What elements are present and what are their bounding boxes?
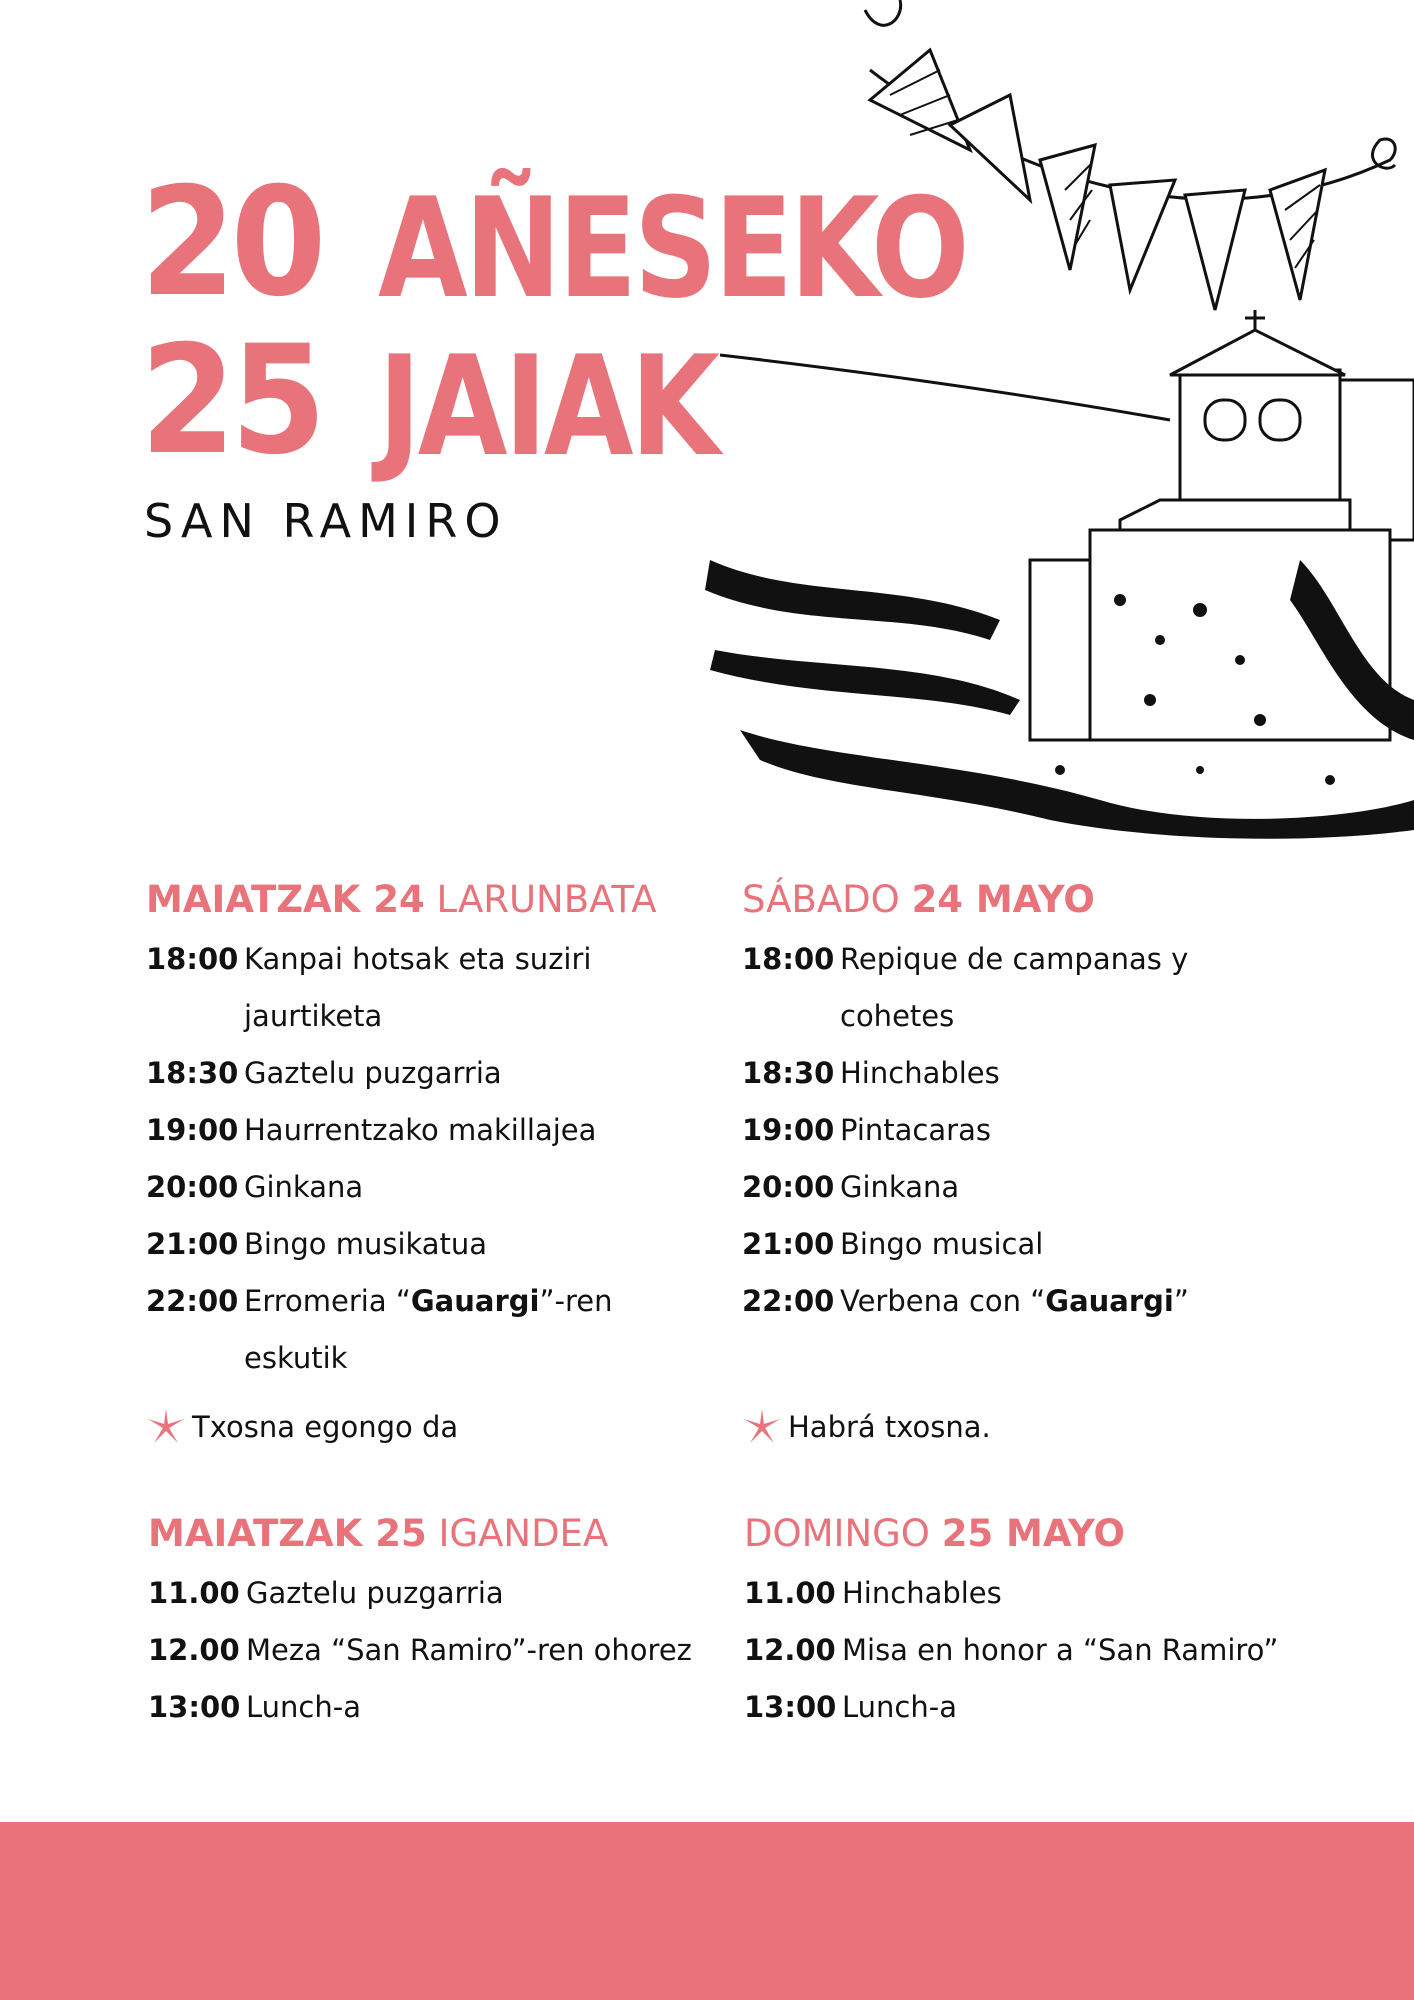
list-item: 20:00 Ginkana xyxy=(146,1170,364,1204)
day-heading: DOMINGO 25 MAYO xyxy=(744,1512,1125,1555)
list-item: 12.00 Misa en honor a “San Ramiro” xyxy=(744,1633,1279,1667)
title-year-bottom: 25 xyxy=(140,314,322,488)
star-icon xyxy=(742,1407,782,1447)
list-item: 18:30 Gaztelu puzgarria xyxy=(146,1056,502,1090)
list-item: 18:00 Repique de campanas y cohetes xyxy=(742,942,1189,1033)
list-item: 19:00 Haurrentzako makillajea xyxy=(146,1113,597,1147)
subtitle: SAN RAMIRO xyxy=(144,494,508,548)
day-heading: SÁBADO 24 MAYO xyxy=(742,878,1095,921)
list-item: 13:00 Lunch-a xyxy=(744,1690,957,1724)
list-item: 20:00 Ginkana xyxy=(742,1170,960,1204)
title-year-top: 20 xyxy=(140,156,322,330)
list-item: 12.00 Meza “San Ramiro”-ren ohorez xyxy=(148,1633,692,1667)
list-item: 21:00 Bingo musical xyxy=(742,1227,1044,1261)
list-item: 21:00 Bingo musikatua xyxy=(146,1227,488,1261)
schedule-day1-spanish xyxy=(742,878,1302,1447)
note: Habrá txosna. xyxy=(742,1407,1302,1447)
title-word-bottom: JAIAK xyxy=(378,326,717,487)
footer-band xyxy=(0,1822,1414,2000)
list-item: 11.00 Gaztelu puzgarria xyxy=(148,1576,504,1610)
list-item: 22:00 Verbena con “Gauargi” xyxy=(742,1284,1189,1318)
list-item: 22:00 Erromeria “Gauargi”-ren eskutik xyxy=(146,1284,613,1375)
list-item: 13:00 Lunch-a xyxy=(148,1690,361,1724)
schedule-day2-basque xyxy=(148,1512,708,1736)
schedule-day1-basque xyxy=(146,878,706,1447)
list-item: 11.00 Hinchables xyxy=(744,1576,1002,1610)
title-word-top: AÑESEKO xyxy=(378,168,967,329)
list-item: 19:00 Pintacaras xyxy=(742,1113,991,1147)
day-heading: MAIATZAK 25 IGANDEA xyxy=(148,1512,609,1555)
day-heading: MAIATZAK 24 LARUNBATA xyxy=(146,878,657,921)
festival-title xyxy=(140,156,1078,488)
schedule-day2-spanish xyxy=(744,1512,1304,1736)
list-item: 18:30 Hinchables xyxy=(742,1056,1000,1090)
list-item: 18:00 Kanpai hotsak eta suziri jaurtiketa xyxy=(146,942,592,1033)
note: Txosna egongo da xyxy=(146,1407,706,1447)
star-icon xyxy=(146,1407,186,1447)
